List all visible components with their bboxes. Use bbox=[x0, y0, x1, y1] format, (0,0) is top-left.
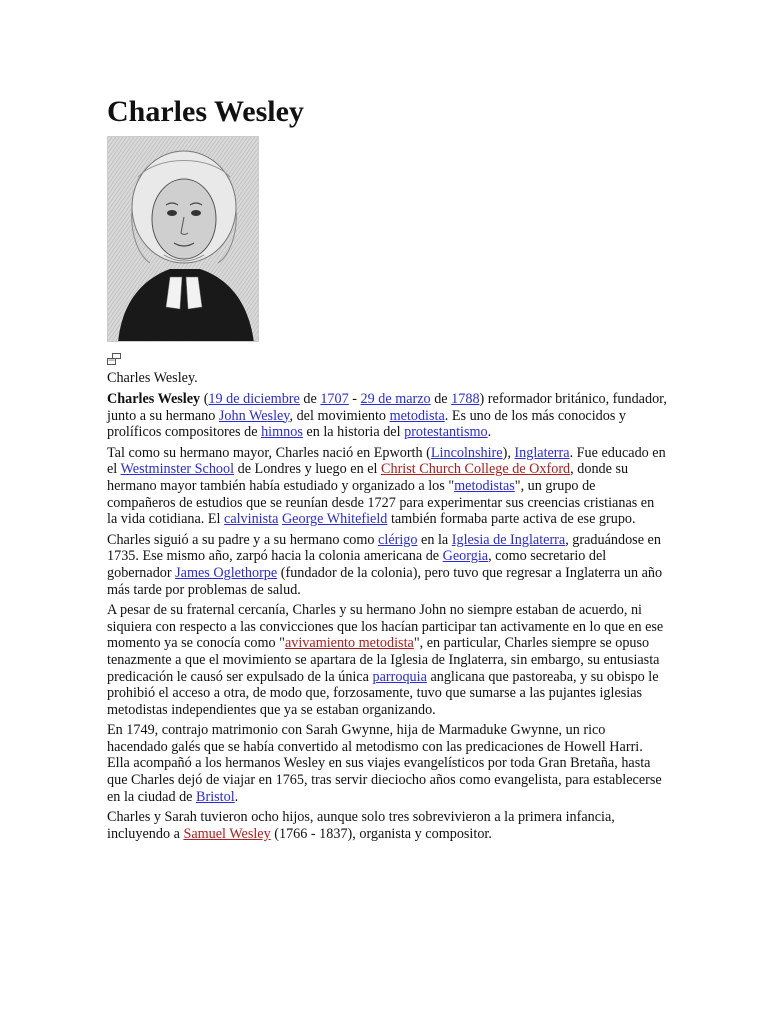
text: ) reformador británico, fundador, junto a su hermano bbox=[107, 391, 667, 424]
link-bristol[interactable]: Bristol bbox=[196, 788, 235, 805]
link-death-date[interactable]: 29 de marzo bbox=[360, 391, 431, 407]
subject-name: Charles Wesley bbox=[107, 391, 201, 407]
link-birth-year[interactable]: 1707 bbox=[320, 391, 349, 407]
text: , como secretario del gobernador bbox=[107, 548, 607, 581]
link-westminster-school[interactable]: Westminster School bbox=[120, 461, 235, 478]
text: Charles siguió a su padre y a su hermano como bbox=[107, 531, 379, 548]
link-iglesia-de-inglaterra[interactable]: Iglesia de Inglaterra bbox=[451, 531, 566, 548]
link-avivamiento-metodista[interactable]: avivamiento metodista bbox=[284, 635, 414, 652]
text: , donde su hermano mayor también había estudiado y organizado a los " bbox=[107, 461, 629, 494]
text: (1766 - 1837), organista y compositor. bbox=[270, 825, 492, 842]
paragraph-education bbox=[107, 445, 667, 528]
text: (fundador de la colonia), pero tuvo que regresar a Inglaterra un año más tarde por problemas de salud. bbox=[107, 564, 663, 598]
magnify-clip-icon[interactable] bbox=[107, 352, 121, 364]
text: Charles y Sarah tuvieron ocho hijos, aunque solo tres sobrevivieron a la primera infancia, incluyendo a bbox=[107, 809, 615, 842]
text: también formaba parte activa de ese grupo. bbox=[387, 511, 636, 528]
text: ), bbox=[502, 444, 515, 461]
text: A pesar de su fraternal cercanía, Charles y su hermano John no siempre estaban de acuerdo, ni siquiera con respecto a las convicciones que los hacían participar tan activamente en lo que en ese momento ya se conocía como " bbox=[107, 602, 664, 652]
text: , del movimiento bbox=[289, 407, 390, 424]
link-parroquia[interactable]: parroquia bbox=[372, 668, 427, 685]
link-james-oglethorpe[interactable]: James Oglethorpe bbox=[175, 564, 278, 581]
link-death-year[interactable]: 1788 bbox=[451, 391, 480, 407]
paragraph-clergy bbox=[107, 532, 667, 598]
page-title: Charles Wesley bbox=[107, 95, 304, 128]
paragraph-intro bbox=[107, 391, 667, 441]
link-calvinista[interactable]: calvinista bbox=[224, 511, 279, 528]
text: ( bbox=[200, 391, 209, 407]
paragraph-children bbox=[107, 809, 667, 842]
paragraph-methodism bbox=[107, 602, 667, 718]
text: . Es uno de los más conocidos y prolíficos compositores de bbox=[107, 407, 627, 441]
paragraph-marriage bbox=[107, 722, 667, 805]
text: en la bbox=[417, 531, 452, 548]
link-george-whitefield[interactable]: George Whitefield bbox=[281, 511, 388, 528]
image-caption: Charles Wesley. bbox=[107, 370, 198, 386]
link-christ-church-college[interactable]: Christ Church College de Oxford bbox=[381, 461, 571, 478]
link-georgia[interactable]: Georgia bbox=[442, 548, 489, 565]
link-samuel-wesley[interactable]: Samuel Wesley bbox=[183, 825, 271, 842]
link-protestantismo[interactable]: protestantismo bbox=[404, 424, 488, 441]
text: de bbox=[299, 391, 321, 407]
link-inglaterra[interactable]: Inglaterra bbox=[514, 444, 570, 461]
text: - bbox=[348, 391, 361, 407]
link-himnos[interactable]: himnos bbox=[261, 424, 303, 441]
text: En 1749, contrajo matrimonio con Sarah Gwynne, hija de Marmaduke Gwynne, un rico hacendado galés que se había convertido al metodismo con las predicaciones de Howell Harri. Ella acompañó a los hermanos Wesley en sus viajes evangelísticos por toda Gran Bretaña, hasta que Charles dejó de viajar en 1765, tras servir dieciocho años como evangelista, para establecerse en la ciudad de bbox=[107, 722, 662, 805]
text: de Londres y luego en el bbox=[234, 461, 382, 478]
text: en la historia del bbox=[302, 424, 405, 441]
text: . bbox=[234, 788, 239, 805]
article bbox=[107, 92, 667, 842]
text: ", en particular, Charles siempre se opuso tenazmente a que el movimiento se apartara de la Iglesia de Inglaterra, sin embargo, su entusiasta predicación le causó ser expulsado de la única bbox=[107, 635, 660, 685]
text: , graduándose en 1735. Ese mismo año, zarpó hacia la colonia americana de bbox=[107, 531, 661, 565]
link-metodistas[interactable]: metodistas bbox=[454, 477, 515, 494]
portrait-engraving bbox=[108, 137, 259, 342]
link-clerigo[interactable]: clérigo bbox=[378, 531, 418, 548]
text: . bbox=[487, 424, 492, 441]
text: ", un grupo de compañeros de estudios que se reunían desde 1727 para experimentar sus creencias cristianas en la vida cotidiana. El bbox=[107, 477, 655, 528]
text: de bbox=[430, 391, 452, 407]
link-metodista[interactable]: metodista bbox=[389, 407, 445, 424]
text: . Fue educado en el bbox=[107, 444, 666, 478]
link-john-wesley[interactable]: John Wesley bbox=[218, 407, 290, 424]
link-birth-date[interactable]: 19 de diciembre bbox=[208, 391, 300, 407]
portrait-image[interactable] bbox=[107, 136, 259, 342]
text: Tal como su hermano mayor, Charles nació en Epworth ( bbox=[107, 444, 431, 461]
link-lincolnshire[interactable]: Lincolnshire bbox=[430, 444, 503, 461]
text: anglicana que pastoreaba, y su obispo le prohibió el acceso a otra, de modo que, forzosamente, tuvo que sumarse a las pujantes iglesias metodistas independientes que ya se estaban organizando. bbox=[107, 668, 659, 718]
